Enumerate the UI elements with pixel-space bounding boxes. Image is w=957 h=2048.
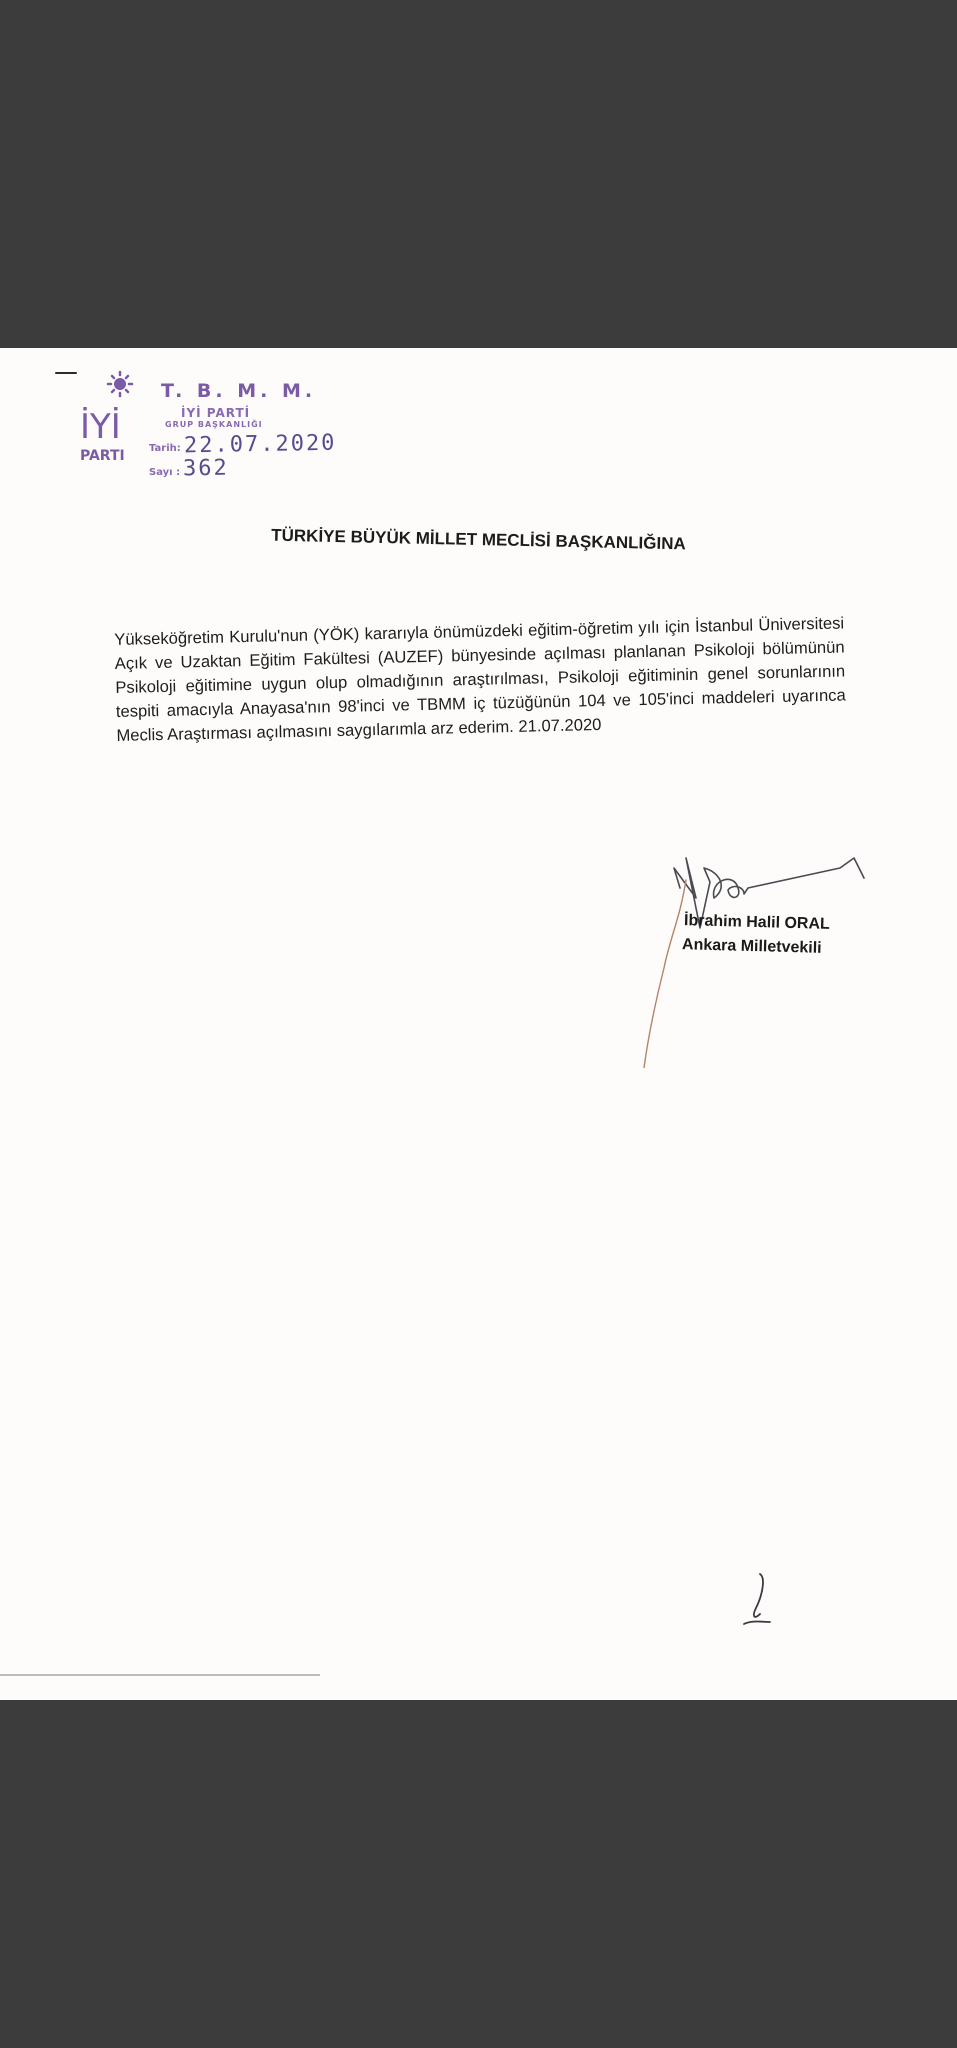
scan-edge-line xyxy=(0,1674,320,1676)
stamp-party: İYİ PARTİ xyxy=(181,406,251,420)
logo-top-text: İYİ xyxy=(80,407,121,447)
logo-bottom-text: PARTI xyxy=(80,448,125,464)
stamp-office: GRUP BAŞKANLIĞI xyxy=(165,420,263,429)
handwritten-initials xyxy=(740,1568,776,1628)
stamp-date-label: Tarih: xyxy=(149,443,181,454)
stamp-number-row xyxy=(149,456,229,481)
signatory-name: İbrahim Halil ORAL xyxy=(683,912,831,933)
document-page xyxy=(0,348,957,1700)
stamp-number-label: Sayı : xyxy=(149,467,181,478)
signatory-title: Ankara Milletvekili xyxy=(681,936,822,957)
stamp-date-row xyxy=(149,432,336,457)
ink-mark xyxy=(55,372,77,374)
document-body: Yükseköğretim Kurulu'nun (YÖK) kararıyla önümüzdeki eğitim-öğretim yılı için İstanbul Üniversitesi Açık ve Uzaktan Eğitim Fakültesi (AUZEF) bünyesinde açılması planlanan Psikoloji bölümünün Psikoloji eğitimine uygun olup olmadığının araştırılması, Psikoloji eğitiminin genel sorunlarının tespiti amacıyla Anayasa'nın 98'inci ve TBMM iç tüzüğünün 104 ve 105'inci maddeleri uyarınca Meclis Araştırması açılmasını saygılarımla arz ederim. 21.07.2020 xyxy=(114,613,846,745)
stamp-number-value: 362 xyxy=(182,455,230,482)
iyi-party-logo-icon xyxy=(75,370,145,470)
document-heading: TÜRKİYE BÜYÜK MİLLET MECLİSİ BAŞKANLIĞINA xyxy=(271,525,686,554)
stamp-date-value: 22.07.2020 xyxy=(183,430,337,459)
party-stamp xyxy=(55,370,355,480)
stamp-title: T. B. M. M. xyxy=(161,380,317,402)
